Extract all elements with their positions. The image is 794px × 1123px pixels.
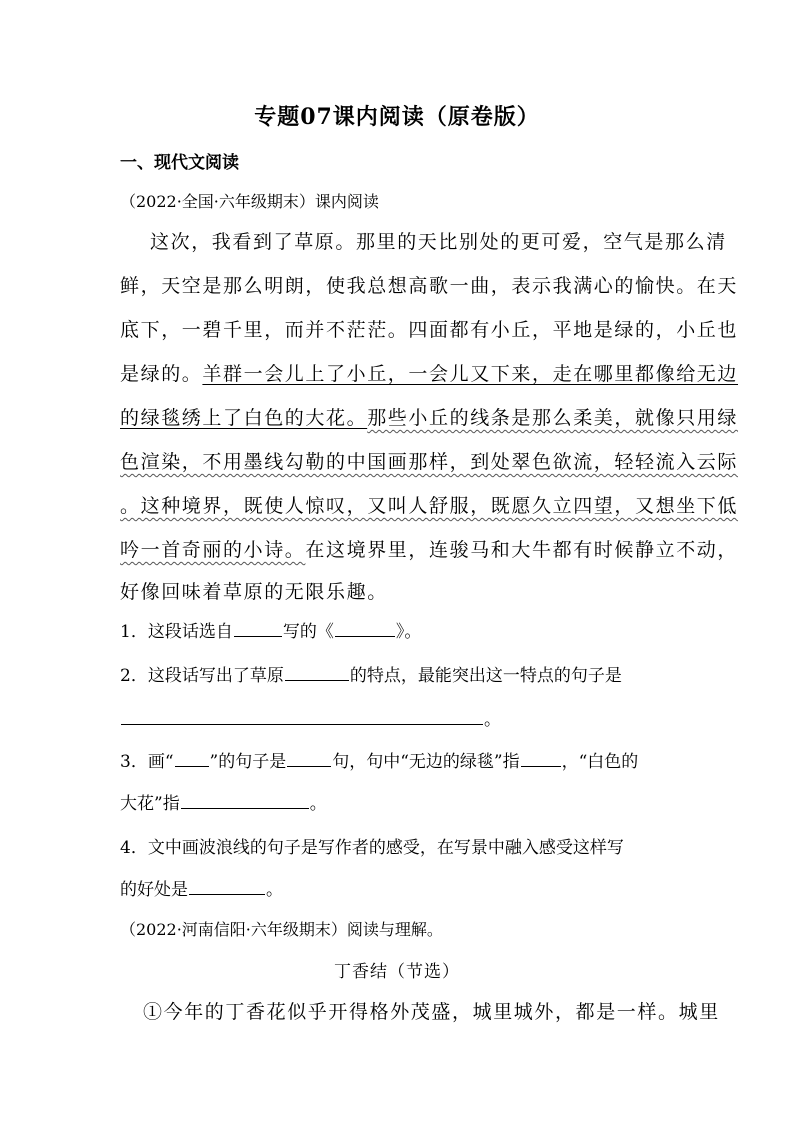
question-3-text-f: 。 — [309, 794, 327, 814]
question-3-text-c: 句，句中“无边的绿毯”指 — [332, 752, 520, 772]
passage1-line-9: 好像回味着草原的无限乐趣。 — [120, 581, 388, 603]
question-2-text-c: 。 — [484, 710, 501, 730]
passage1-line-2: 鲜，天空是那么明朗，使我总想高歌一曲，表示我满心的愉快。在天 — [120, 275, 739, 297]
question-1-text-c: 》。 — [395, 622, 422, 642]
question-3 — [120, 747, 638, 772]
passage2-source: （2022·河南信阳·六年级期末）阅读与理解。 — [120, 920, 443, 939]
wavy-sentence-part1: 那些小丘的线条是那么柔美，就像只用绿 — [367, 407, 739, 429]
passage1-line-1: 这次，我看到了草原。那里的天比别处的更可爱，空气是那么清 — [150, 231, 727, 253]
passage2-line-1: ①今年的丁香花似乎开得格外茂盛，城里城外，都是一样。城里 — [143, 1001, 720, 1023]
answer-blank-1a[interactable] — [234, 619, 282, 637]
passage1-line-6 — [120, 447, 738, 474]
passage1-line-4 — [120, 359, 738, 386]
section-heading: 一、现代文阅读 — [120, 153, 239, 173]
question-2-text-a: 2．这段话写出了草原 — [120, 666, 284, 686]
answer-blank-3c[interactable] — [521, 749, 561, 767]
answer-blank-4[interactable] — [189, 877, 265, 895]
passage1-line-4-text: 是绿的。 — [120, 363, 203, 385]
question-3-continued — [120, 789, 327, 814]
wavy-sentence-part3: 。这种境界，既使人惊叹，又叫人舒服，既愿久立四望，又想坐下低 — [120, 495, 739, 517]
underlined-sentence-part1: 羊群一会儿上了小丘，一会儿又下来，走在哪里都像给无边 — [202, 363, 739, 385]
answer-blank-1b[interactable] — [335, 619, 395, 637]
answer-blank-3a[interactable] — [175, 749, 209, 767]
wavy-sentence-part4: 吟一首奇丽的小诗。 — [120, 539, 306, 561]
page-title: 专题07课内阅读（原卷版） — [254, 104, 540, 130]
passage1-source: （2022·全国·六年级期末）课内阅读 — [120, 192, 379, 211]
passage1-line-3: 底下，一碧千里，而并不茫茫。四面都有小丘，平地是绿的，小丘也 — [120, 319, 739, 341]
passage1-line-8-text: 在这境界里，连骏马和大牛都有时候静立不动， — [305, 539, 739, 561]
question-2 — [120, 661, 622, 686]
answer-blank-2b[interactable] — [121, 707, 483, 725]
question-2-text-b: 的特点，最能突出这一特点的句子是 — [349, 666, 622, 686]
question-2-continued — [120, 705, 501, 730]
answer-blank-3d[interactable] — [181, 791, 309, 809]
passage2-title: 丁香结（节选） — [334, 962, 460, 982]
question-3-text-e: 大花”指 — [120, 794, 180, 814]
question-1 — [120, 617, 421, 642]
question-1-text-a: 1．这段话选自 — [120, 622, 233, 642]
answer-blank-3b[interactable] — [287, 749, 331, 767]
passage1-line-8 — [120, 535, 738, 562]
question-4-continued — [120, 875, 283, 900]
question-4: 4．文中画波浪线的句子是写作者的感受，在写景中融入感受这样写 — [120, 838, 624, 858]
answer-blank-2a[interactable] — [285, 663, 349, 681]
question-1-text-b: 写的《 — [282, 622, 334, 642]
underlined-sentence-part2: 的绿毯绣上了白色的大花。 — [120, 407, 368, 429]
question-3-text-a: 3．画“ — [120, 752, 174, 772]
passage1-line-7 — [120, 491, 738, 518]
question-3-text-d: ，“白色的 — [561, 752, 639, 772]
question-4-text-c: 。 — [266, 880, 283, 900]
passage1-line-5 — [120, 403, 738, 430]
question-4-text-b: 的好处是 — [120, 880, 188, 900]
wavy-sentence-part2: 色渲染，不用墨线勾勒的中国画那样，到处翠色欲流，轻轻流入云际 — [120, 451, 739, 473]
question-3-text-b: ”的句子是 — [209, 752, 287, 772]
